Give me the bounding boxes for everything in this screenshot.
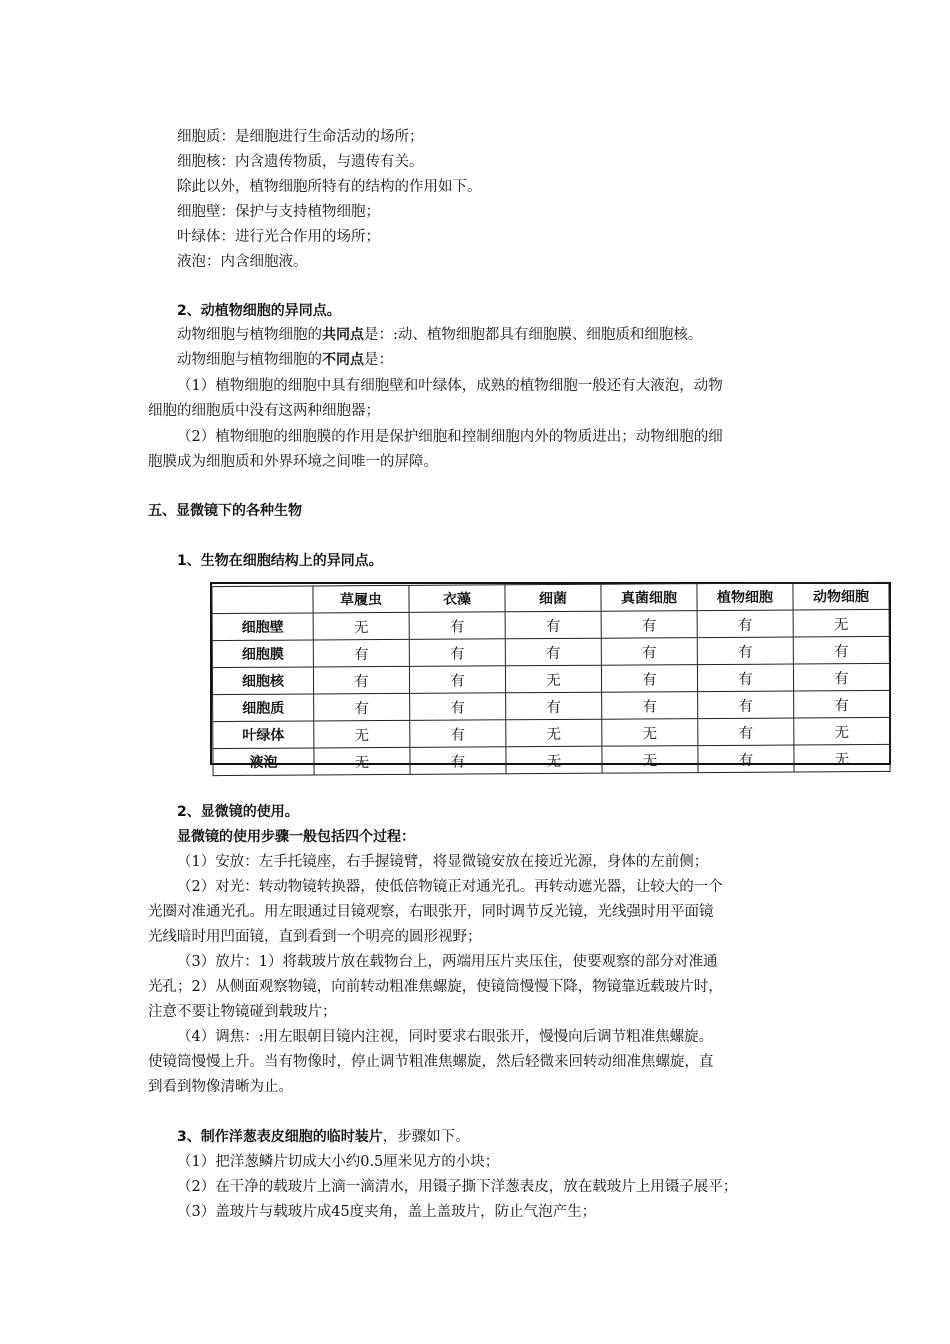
text-line: 到看到物像清晰为止。 [148, 1079, 293, 1095]
header-cell: 衣藻 [409, 585, 505, 613]
table-row [212, 663, 889, 694]
table-cell: 有 [313, 666, 409, 694]
text-line: 细胞壁：保护与支持植物细胞； [177, 204, 380, 220]
common-points-line: 动物细胞与植物细胞的共同点是：:动、植物细胞都具有细胞膜、细胞质和细胞核。 [177, 327, 703, 343]
text-line: 细胞核：内含遗传物质，与遗传有关。 [177, 154, 424, 170]
onion-heading-line: 3、制作洋葱表皮细胞的临时装片，步骤如下。 [177, 1129, 470, 1145]
table-cell: 有 [793, 663, 889, 691]
table-cell: 无 [506, 719, 602, 747]
text-line: 光圈对准通光孔。用左眼通过目镜观察，右眼张开，同时调节反光镜，光线强时用平面镜 [148, 904, 714, 920]
row-header-cell: 细胞质 [213, 694, 314, 722]
diff-points-line: 动物细胞与植物细胞的不同点是： [177, 352, 393, 368]
text-line: 胞膜成为细胞质和外界环境之间唯一的屏障。 [148, 454, 438, 470]
sub-heading: 显微镜的使用步骤一般包括四个过程： [177, 829, 415, 845]
table-cell: 有 [793, 636, 889, 664]
text-line: 细胞的细胞质中没有这两种细胞器； [148, 403, 380, 419]
text-line: （4）调焦：:用左眼朝目镜内注视，同时要求右眼张开，慢慢向后调节粗准焦螺旋。 [177, 1029, 714, 1045]
table-cell: 有 [601, 638, 697, 666]
table-cell: 有 [505, 611, 601, 639]
table-cell: 无 [794, 717, 890, 745]
text-line: （2）对光：转动物镜转换器，使低倍物镜正对通光孔。再转动遮光器，让较大的一个 [177, 879, 723, 895]
text-line: 叶绿体：进行光合作用的场所； [177, 229, 380, 245]
table-cell: 有 [314, 693, 410, 721]
table-cell: 有 [698, 745, 794, 773]
table-cell: 有 [409, 666, 505, 694]
section-heading: 五、显微镜下的各种生物 [148, 503, 302, 519]
table-cell: 无 [793, 609, 889, 637]
table-cell: 无 [602, 746, 698, 774]
row-header-cell: 叶绿体 [213, 721, 314, 749]
text-line: （2）在干净的载玻片上滴一滴清水，用镊子撕下洋葱表皮，放在载玻片上用镊子展平； [177, 1179, 738, 1195]
cell-comparison-table [210, 582, 891, 771]
text-line: 除此以外，植物细胞所特有的结构的作用如下。 [177, 179, 482, 195]
text-line: 使镜筒慢慢上升。当有物像时，停止调节粗准焦螺旋，然后轻微来回转动细准焦螺旋，直 [148, 1054, 714, 1070]
table-cell: 有 [506, 692, 602, 720]
table-row [212, 609, 889, 640]
table-cell: 有 [410, 693, 506, 721]
table-cell: 有 [794, 690, 890, 718]
header-cell: 细菌 [505, 584, 601, 612]
text-line: （3）盖玻片与载玻片成45度夹角，盖上盖玻片，防止气泡产生； [177, 1204, 597, 1220]
text-line: （1）植物细胞的细胞中具有细胞壁和叶绿体，成熟的植物细胞一般还有大液泡，动物 [177, 378, 723, 394]
section-heading: 2、动植物细胞的异同点。 [177, 303, 341, 319]
text-line: （1）把洋葱鳞片切成大小约0.5厘米见方的小块； [177, 1154, 500, 1170]
header-cell [212, 586, 313, 614]
table-row [213, 717, 890, 748]
table-row [213, 690, 890, 721]
header-cell: 动物细胞 [793, 582, 889, 610]
table-cell: 无 [505, 665, 601, 693]
table-cell: 有 [697, 637, 793, 665]
table-cell: 有 [698, 718, 794, 746]
text-line: （2）植物细胞的细胞膜的作用是保护细胞和控制细胞内外的物质进出；动物细胞的细 [177, 429, 723, 445]
text-line: 光孔；2）从侧面观察物镜，向前转动粗准焦螺旋，使镜筒慢慢下降，物镜靠近载玻片时， [148, 979, 723, 995]
header-cell: 草履虫 [313, 585, 409, 613]
table-cell: 无 [313, 612, 409, 640]
header-cell: 植物细胞 [697, 583, 793, 611]
table-cell: 无 [794, 744, 890, 772]
row-header-cell: 液泡 [213, 748, 314, 776]
table-row [212, 636, 889, 667]
table-cell: 有 [409, 612, 505, 640]
table-cell: 有 [697, 664, 793, 692]
table-cell: 无 [314, 720, 410, 748]
table-cell: 有 [601, 665, 697, 693]
table-header-row [212, 582, 889, 613]
table-cell: 无 [314, 747, 410, 775]
table-cell: 无 [506, 746, 602, 774]
text-line: 注意不要让物镜碰到载玻片； [148, 1004, 337, 1020]
table-cell: 有 [601, 611, 697, 639]
text-line: （1）安放：左手托镜座，右手握镜臂，将显微镜安放在接近光源，身体的左前侧； [177, 854, 709, 870]
text-line: （3）放片：1）将载玻片放在载物台上，两端用压片夹压住，使要观察的部分对准通 [177, 954, 718, 970]
table-cell: 有 [602, 692, 698, 720]
table-cell: 有 [409, 639, 505, 667]
table-cell: 无 [602, 719, 698, 747]
table-cell: 有 [505, 638, 601, 666]
table-cell: 有 [313, 639, 409, 667]
header-cell: 真菌细胞 [601, 584, 697, 612]
table-cell: 有 [698, 691, 794, 719]
text-line: 液泡：内含细胞液。 [177, 254, 308, 270]
sub-heading: 1、生物在细胞结构上的异同点。 [177, 553, 383, 569]
table-cell: 有 [410, 720, 506, 748]
table-cell: 有 [410, 747, 506, 775]
text-line: 细胞质：是细胞进行生命活动的场所； [177, 129, 424, 145]
text-line: 光线暗时用凹面镜，直到看到一个明亮的圆形视野； [148, 929, 482, 945]
row-header-cell: 细胞膜 [212, 640, 313, 668]
row-header-cell: 细胞核 [212, 667, 313, 695]
table-cell: 有 [697, 610, 793, 638]
row-header-cell: 细胞壁 [212, 613, 313, 641]
sub-heading: 2、显微镜的使用。 [177, 804, 299, 820]
table-row [213, 744, 890, 775]
